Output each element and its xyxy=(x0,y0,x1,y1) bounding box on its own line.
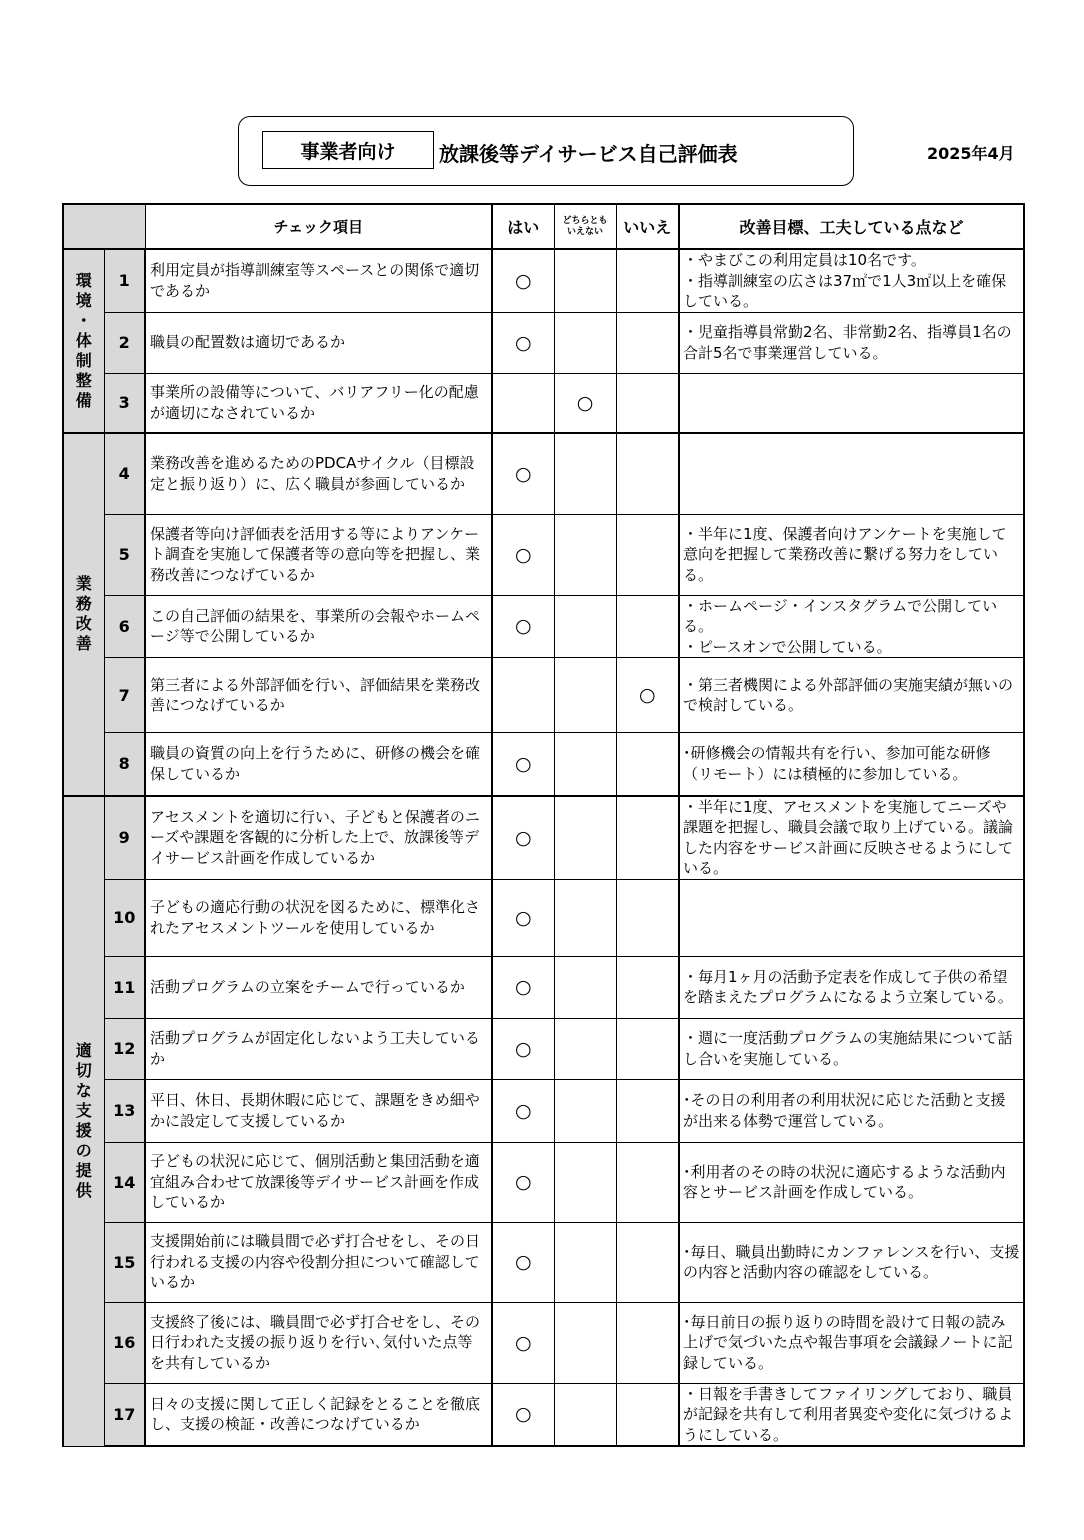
category-char: な xyxy=(75,1081,92,1100)
column-header-no: いいえ xyxy=(616,204,679,249)
category-char: 供 xyxy=(75,1181,92,1200)
answer-cell-yes xyxy=(492,879,554,956)
row-number: 17 xyxy=(104,1383,145,1446)
remarks-text: ・半年に1度、保護者向けアンケートを実施して意向を把握して業務改善に繋げる努力をしている。 xyxy=(679,514,1024,595)
category-char: 務 xyxy=(75,594,92,614)
answer-cell-no xyxy=(616,373,679,433)
circle-mark-icon: ○ xyxy=(514,1171,532,1193)
category-char: 適 xyxy=(75,1041,92,1060)
category-char: 改 xyxy=(75,614,92,634)
answer-cell-neutral xyxy=(554,1079,616,1142)
answer-cell-neutral xyxy=(554,733,616,796)
category-char: 体 xyxy=(75,331,92,350)
circle-mark-icon: ○ xyxy=(514,543,532,566)
circle-mark-icon: ○ xyxy=(514,1099,532,1122)
answer-cell-neutral xyxy=(554,433,616,514)
remarks-text xyxy=(679,373,1024,433)
category-char: 備 xyxy=(75,391,92,410)
category-char: 制 xyxy=(75,351,92,370)
check-item-text: 日々の支援に関して正しく記録をとることを徹底し、支援の検証・改善につなげているか xyxy=(145,1383,492,1446)
circle-mark-icon: ○ xyxy=(514,269,532,292)
answer-cell-no xyxy=(616,249,679,312)
circle-mark-icon: ○ xyxy=(514,1331,532,1354)
answer-cell-yes xyxy=(492,956,554,1018)
row-number: 15 xyxy=(104,1222,145,1302)
answer-cell-yes xyxy=(492,312,554,373)
remarks-text xyxy=(679,879,1024,956)
check-item-text: 子どもの状況に応じて、個別活動と集団活動を適宜組み合わせて放課後等デイサービス計画を作成しているか xyxy=(145,1142,492,1222)
row-number: 3 xyxy=(104,373,145,433)
check-item-text: 利用定員が指導訓練室等スペースとの関係で適切であるか xyxy=(145,249,492,312)
column-header-neutral-line2: いえない xyxy=(566,226,603,237)
circle-mark-icon: ○ xyxy=(514,826,532,849)
answer-cell-no xyxy=(616,312,679,373)
answer-cell-neutral xyxy=(554,956,616,1018)
circle-mark-icon: ○ xyxy=(514,976,532,998)
category-char: ・ xyxy=(75,311,92,330)
row-number: 1 xyxy=(104,249,145,312)
remarks-text: ・児童指導員常勤2名、非常勤2名、指導員1名の合計5名で事業運営している。 xyxy=(679,312,1024,373)
answer-cell-no xyxy=(616,1079,679,1142)
circle-mark-icon: ○ xyxy=(576,391,594,414)
column-header-yes: はい xyxy=(492,204,554,249)
table-row xyxy=(63,249,1024,312)
answer-cell-neutral xyxy=(554,1302,616,1383)
circle-mark-icon: ○ xyxy=(514,1037,532,1060)
remarks-text: ・ホームページ・インスタグラムで公開している。 ・ピースオンで公開している。 xyxy=(679,595,1024,658)
check-item-text: 支援終了後には、職員間で必ず打合せをし、その日行われた支援の振り返りを行い､気付いた点等を共有しているか xyxy=(145,1302,492,1383)
remarks-text: ・毎月1ヶ月の活動予定表を作成して子供の希望を踏まえたプログラムになるよう立案している。 xyxy=(679,956,1024,1018)
table-row xyxy=(63,433,1024,514)
circle-mark-icon: ○ xyxy=(638,684,656,706)
answer-cell-yes xyxy=(492,433,554,514)
table-row xyxy=(63,1142,1024,1222)
circle-mark-icon: ○ xyxy=(514,906,532,929)
row-number: 10 xyxy=(104,879,145,956)
answer-cell-yes xyxy=(492,249,554,312)
row-number: 16 xyxy=(104,1302,145,1383)
table-row xyxy=(63,879,1024,956)
circle-mark-icon: ○ xyxy=(514,615,532,638)
row-number: 4 xyxy=(104,433,145,514)
answer-cell-no xyxy=(616,658,679,733)
check-item-text: 子どもの適応行動の状況を図るために、標準化されたアセスメントツールを使用しているか xyxy=(145,879,492,956)
remarks-text: ･研修機会の情報共有を行い、参加可能な研修（リモート）には積極的に参加している。 xyxy=(679,733,1024,796)
answer-cell-yes xyxy=(492,1079,554,1142)
table-body xyxy=(63,249,1024,1446)
remarks-text: ･毎日前日の振り返りの時間を設けて日報の読み上げで気づいた点や報告事項を会議録ノートに記録している。 xyxy=(679,1302,1024,1383)
answer-cell-no xyxy=(616,595,679,658)
remarks-text: ・第三者機関による外部評価の実施実績が無いので検討している。 xyxy=(679,658,1024,733)
category-char: 環 xyxy=(75,271,92,290)
answer-cell-no xyxy=(616,1222,679,1302)
row-number: 9 xyxy=(104,796,145,880)
table-header-row xyxy=(63,204,1024,249)
remarks-text xyxy=(679,433,1024,514)
category-char: 切 xyxy=(75,1061,92,1080)
circle-mark-icon: ○ xyxy=(514,1403,532,1426)
answer-cell-neutral xyxy=(554,249,616,312)
answer-cell-no xyxy=(616,1302,679,1383)
answer-cell-no xyxy=(616,514,679,595)
table-row xyxy=(63,1383,1024,1446)
check-item-text: この自己評価の結果を、事業所の会報やホームページ等で公開しているか xyxy=(145,595,492,658)
column-header-neutral xyxy=(554,204,616,249)
row-number: 2 xyxy=(104,312,145,373)
answer-cell-yes xyxy=(492,373,554,433)
check-item-text: 職員の資質の向上を行うために、研修の機会を確保しているか xyxy=(145,733,492,796)
answer-cell-no xyxy=(616,796,679,880)
category-char: 援 xyxy=(75,1121,92,1140)
row-number: 14 xyxy=(104,1142,145,1222)
answer-cell-neutral xyxy=(554,1383,616,1446)
answer-cell-yes xyxy=(492,1302,554,1383)
answer-cell-no xyxy=(616,733,679,796)
table-row xyxy=(63,595,1024,658)
document-date: 2025年4月 xyxy=(927,144,1015,163)
check-item-text: 保護者等向け評価表を活用する等によりアンケート調査を実施して保護者等の意向等を把握し、業務改善につなげているか xyxy=(145,514,492,595)
check-item-text: 業務改善を進めるためのPDCAサイクル（目標設定と振り返り）に、広く職員が参画しているか xyxy=(145,433,492,514)
answer-cell-no xyxy=(616,879,679,956)
answer-cell-neutral xyxy=(554,373,616,433)
check-item-text: アセスメントを適切に行い、子どもと保護者のニーズや課題を客観的に分析した上で、放課後等デイサービス計画を作成しているか xyxy=(145,796,492,880)
remarks-text: ・やまびこの利用定員は10名です。 ・指導訓練室の広さは37㎡で1人3㎡以上を確保している。 xyxy=(679,249,1024,312)
check-item-text: 支援開始前には職員間で必ず打合せをし、その日行われる支援の内容や役割分担について確認しているか xyxy=(145,1222,492,1302)
table-row xyxy=(63,733,1024,796)
circle-mark-icon: ○ xyxy=(514,1251,532,1273)
category-char: 境 xyxy=(75,291,92,310)
circle-mark-icon: ○ xyxy=(514,462,532,485)
answer-cell-no xyxy=(616,956,679,1018)
answer-cell-neutral xyxy=(554,1222,616,1302)
answer-cell-neutral xyxy=(554,312,616,373)
check-item-text: 事業所の設備等について、バリアフリー化の配慮が適切になされているか xyxy=(145,373,492,433)
table-row xyxy=(63,1302,1024,1383)
answer-cell-yes xyxy=(492,595,554,658)
answer-cell-neutral xyxy=(554,658,616,733)
table-row xyxy=(63,1222,1024,1302)
category-appropriate-support xyxy=(63,796,104,1447)
row-number: 6 xyxy=(104,595,145,658)
check-item-text: 職員の配置数は適切であるか xyxy=(145,312,492,373)
row-number: 12 xyxy=(104,1018,145,1079)
category-char: 善 xyxy=(75,634,92,654)
table-row xyxy=(63,514,1024,595)
answer-cell-yes xyxy=(492,733,554,796)
answer-cell-yes xyxy=(492,1383,554,1446)
category-environment xyxy=(63,249,104,433)
self-evaluation-table xyxy=(62,203,1025,1447)
answer-cell-neutral xyxy=(554,879,616,956)
table-row xyxy=(63,373,1024,433)
answer-cell-yes xyxy=(492,514,554,595)
table-row xyxy=(63,956,1024,1018)
answer-cell-neutral xyxy=(554,514,616,595)
check-item-text: 活動プログラムが固定化しないよう工夫しているか xyxy=(145,1018,492,1079)
category-business-improvement xyxy=(63,433,104,796)
table-row xyxy=(63,658,1024,733)
answer-cell-yes xyxy=(492,1018,554,1079)
table-row xyxy=(63,796,1024,880)
circle-mark-icon: ○ xyxy=(514,752,532,775)
check-item-text: 活動プログラムの立案をチームで行っているか xyxy=(145,956,492,1018)
header-blank-cell xyxy=(63,204,145,249)
check-item-text: 第三者による外部評価を行い、評価結果を業務改善につなげているか xyxy=(145,658,492,733)
document-title: 放課後等デイサービス自己評価表 xyxy=(439,142,738,166)
answer-cell-yes xyxy=(492,1222,554,1302)
audience-badge: 事業者向け xyxy=(262,131,434,169)
answer-cell-no xyxy=(616,1383,679,1446)
row-number: 5 xyxy=(104,514,145,595)
check-item-text: 平日、休日、長期休暇に応じて、課題をきめ細やかに設定して支援しているか xyxy=(145,1079,492,1142)
column-header-remarks: 改善目標、工夫している点など xyxy=(679,204,1024,249)
row-number: 13 xyxy=(104,1079,145,1142)
row-number: 8 xyxy=(104,733,145,796)
remarks-text: ・半年に1度、アセスメントを実施してニーズや課題を把握し、職員会議で取り上げている。議論した内容をサービス計画に反映させるようにしている。 xyxy=(679,796,1024,880)
answer-cell-neutral xyxy=(554,1018,616,1079)
answer-cell-neutral xyxy=(554,1142,616,1222)
table-row xyxy=(63,1079,1024,1142)
answer-cell-yes xyxy=(492,1142,554,1222)
table-row xyxy=(63,1018,1024,1079)
answer-cell-no xyxy=(616,433,679,514)
category-char: 業 xyxy=(75,574,92,594)
answer-cell-yes xyxy=(492,658,554,733)
category-char: 整 xyxy=(75,371,92,390)
column-header-item: チェック項目 xyxy=(145,204,492,249)
answer-cell-neutral xyxy=(554,796,616,880)
answer-cell-no xyxy=(616,1018,679,1079)
answer-cell-no xyxy=(616,1142,679,1222)
category-char: の xyxy=(75,1141,92,1160)
answer-cell-neutral xyxy=(554,595,616,658)
table-row xyxy=(63,312,1024,373)
circle-mark-icon: ○ xyxy=(514,331,532,354)
row-number: 7 xyxy=(104,658,145,733)
remarks-text: ･その日の利用者の利用状況に応じた活動と支援が出来る体勢で運営している。 xyxy=(679,1079,1024,1142)
remarks-text: ・日報を手書きしてファイリングしており、職員が記録を共有して利用者異変や変化に気づけるようにしている。 xyxy=(679,1383,1024,1446)
remarks-text: ･毎日、職員出勤時にカンファレンスを行い、支援の内容と活動内容の確認をしている。 xyxy=(679,1222,1024,1302)
answer-cell-yes xyxy=(492,796,554,880)
category-char: 支 xyxy=(75,1101,92,1120)
row-number: 11 xyxy=(104,956,145,1018)
remarks-text: ・週に一度活動プログラムの実施結果について話し合いを実施している。 xyxy=(679,1018,1024,1079)
category-char: 提 xyxy=(75,1161,92,1180)
remarks-text: ･利用者のその時の状況に適応するような活動内容とサービス計画を作成している。 xyxy=(679,1142,1024,1222)
column-header-neutral-line1: どちらとも xyxy=(562,215,608,226)
